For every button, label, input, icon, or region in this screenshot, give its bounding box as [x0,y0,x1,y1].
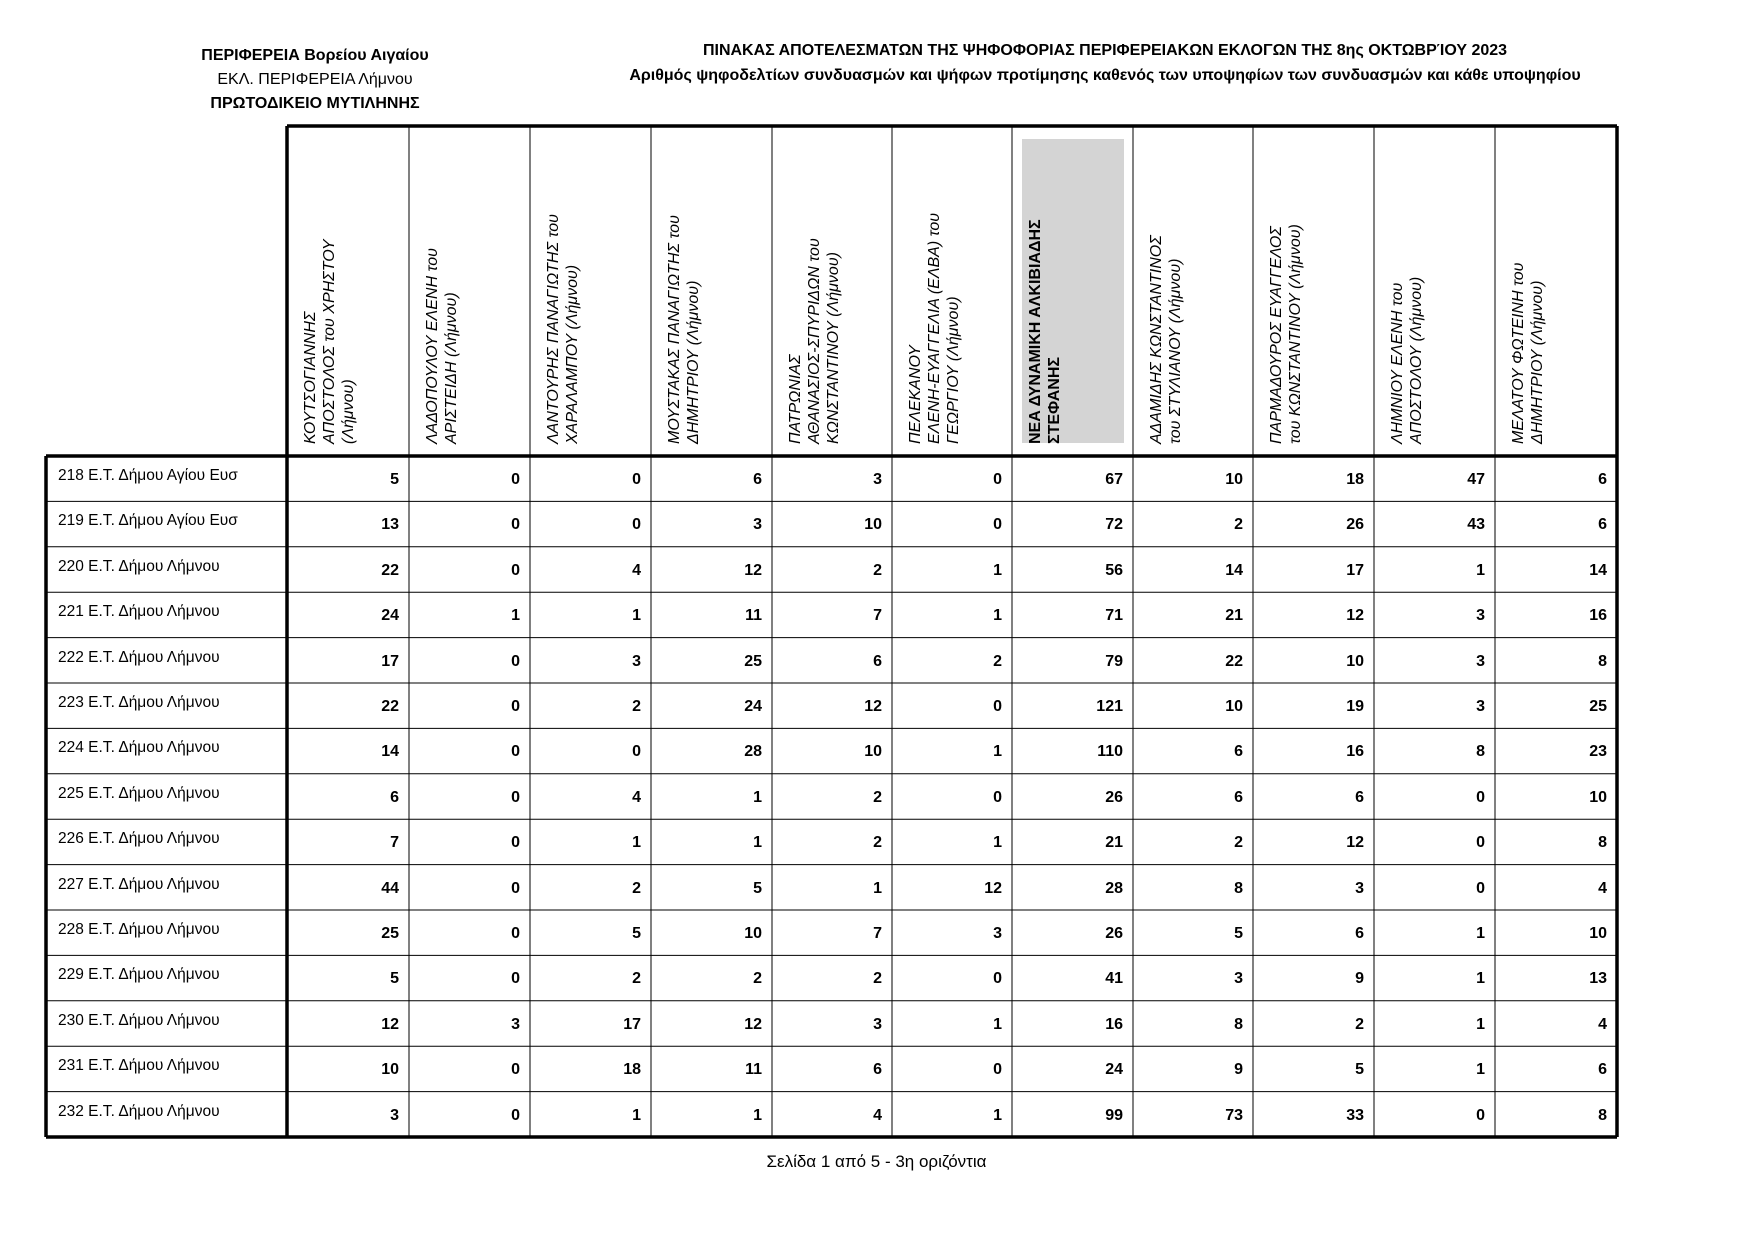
column-header-line: του ΚΩΝΣΤΑΝΤΙΝΟΥ (Λήμνου) [1287,224,1304,444]
row-label: 222 Ε.Τ. Δήμου Λήμνου [58,648,220,666]
table-cell: 10 [1225,471,1243,488]
table-cell: 8 [1234,879,1243,897]
table-cell: 1 [511,607,520,625]
table-cell: 33 [1346,1106,1364,1124]
table-cell: 6 [1234,788,1243,806]
table-cell: 4 [632,561,641,579]
table-cell: 0 [511,698,520,715]
column-header [1509,263,1547,444]
column-header-line: ΝΕΑ ΔΥΝΑΜΙΚΗ ΑΛΚΙΒΙΑΔΗΣ [1027,219,1044,444]
table-cell: 0 [993,970,1002,988]
table-cell: 11 [745,607,762,625]
table-cell: 1 [993,834,1002,852]
table-cell: 3 [873,471,882,488]
table-cell: 3 [753,516,762,534]
table-cell: 17 [1346,561,1364,579]
table-cell: 14 [1225,561,1243,579]
column-header-line: ΕΛΕΝΗ-ΕΥΑΓΓΕΛΙΑ (ΕΛΒΑ) του [926,212,943,444]
column-header [544,214,582,444]
column-header [301,239,358,444]
column-header-line: ΜΕΛΑΤΟΥ ΦΩΤΕΙΝΗ του [1510,262,1527,444]
table-cell: 1 [993,743,1002,761]
table-cell: 10 [381,1061,399,1079]
table-cell: 28 [744,743,762,761]
table-cell: 6 [1598,471,1607,488]
table-cell: 25 [381,925,399,942]
table-cell: 0 [511,1106,520,1124]
column-header-line: ΑΠΟΣΤΟΛΟΣ του ΧΡΗΣΤΟΥ [321,239,338,444]
table-cell: 5 [1355,1061,1364,1079]
table-cell: 21 [1105,834,1123,852]
column-header [423,248,461,444]
table-cell: 12 [744,561,762,579]
table-cell: 0 [511,743,520,761]
table-cell: 6 [1355,925,1364,942]
table-cell: 10 [864,743,882,761]
table-cell: 1 [993,1015,1002,1033]
table-cell: 16 [1346,743,1364,761]
table-cell: 110 [1097,743,1123,761]
court-name: ΠΡΩΤΟΔΙΚΕΙΟ ΜΥΤΙΛΗΝΗΣ [210,95,420,112]
table-cell: 18 [623,1061,641,1079]
table-cell: 47 [1467,471,1485,488]
table-cell: 24 [1105,1061,1123,1079]
column-header-line: ΧΑΡΑΛΑΜΠΟΥ (Λήμνου) [564,264,581,444]
table-cell: 71 [1105,607,1123,625]
table-cell: 28 [1105,879,1123,897]
table-cell: 2 [873,834,882,852]
table-cell: 14 [1589,561,1607,579]
table-cell: 0 [993,471,1002,488]
table-cell: 6 [753,471,762,488]
table-cell: 0 [993,1061,1002,1079]
table-cell: 99 [1105,1106,1123,1124]
table-cell: 22 [381,561,399,579]
table-cell: 1 [632,607,641,625]
table-cell: 2 [993,652,1002,670]
table-cell: 0 [511,925,520,942]
column-header [1026,219,1064,444]
table-cell: 5 [390,471,399,488]
table-cell: 1 [753,788,762,806]
table-cell: 3 [390,1106,399,1124]
table-cell: 12 [381,1015,399,1033]
column-header [1388,277,1426,444]
table-cell: 3 [511,1015,520,1033]
table-cell: 0 [511,516,520,534]
table-cell: 0 [511,471,520,488]
table-cell: 10 [864,516,882,534]
table-cell: 19 [1346,698,1364,715]
row-label: 219 Ε.Τ. Δήμου Αγίου Ευσ [58,512,238,530]
table-cell: 4 [1598,879,1607,897]
table-cell: 26 [1105,925,1123,942]
table-cell: 5 [753,879,762,897]
row-label: 231 Ε.Τ. Δήμου Λήμνου [58,1057,220,1075]
table-cell: 22 [381,698,399,715]
table-cell: 25 [744,652,762,670]
table-cell: 0 [632,471,641,488]
table-cell: 6 [873,652,882,670]
table-cell: 17 [381,652,399,670]
table-cell: 3 [993,925,1002,942]
table-cell: 3 [1476,607,1485,625]
table-cell: 3 [1476,698,1485,715]
table-cell: 0 [1476,834,1485,852]
table-cell: 2 [1234,834,1243,852]
table-cell: 1 [993,1106,1002,1124]
table-cell: 3 [1476,652,1485,670]
column-header [665,215,703,444]
table-cell: 22 [1225,652,1243,670]
table-cell: 3 [632,652,641,670]
table-cell: 13 [1589,970,1607,988]
table-cell: 3 [1234,970,1243,988]
document-title: ΠΙΝΑΚΑΣ ΑΠΟΤΕΛΕΣΜΑΤΩΝ ΤΗΣ ΨΗΦΟΦΟΡΙΑΣ ΠΕΡΙΦΕΡΕΙΑΚΩΝ ΕΚΛΟΓΩΝ ΤΗΣ 8ης ΟΚΤΩΒΡΊΟΥ 2023 [702,42,1508,59]
table-cell: 8 [1598,1106,1607,1124]
table-cell: 1 [993,561,1002,579]
table-cell: 4 [632,788,641,806]
table-cell: 6 [1598,516,1607,534]
row-label: 230 Ε.Τ. Δήμου Λήμνου [58,1011,220,1029]
table-cell: 10 [1589,788,1607,806]
table-cell: 24 [744,698,762,715]
table-cell: 2 [632,698,641,715]
table-cell: 6 [390,788,399,806]
table-cell: 0 [632,516,641,534]
table-cell: 8 [1598,652,1607,670]
table-cell: 1 [873,879,882,897]
table-cell: 2 [1234,516,1243,534]
table-cell: 10 [1589,925,1607,942]
table-cell: 1 [1476,970,1485,988]
table-cell: 13 [381,516,399,534]
table-cell: 1 [1476,1061,1485,1079]
table-cell: 11 [745,1061,762,1079]
column-header-line: ΣΤΕΦΑΝΗΣ [1046,356,1063,444]
table-cell: 1 [1476,561,1485,579]
page-footer: Σελίδα 1 από 5 - 3η οριζόντια [766,1152,987,1171]
table-cell: 12 [1346,607,1364,625]
column-header-line: ΔΗΜΗΤΡΙΟΥ (Λήμνου) [1529,280,1546,444]
table-cell: 12 [744,1015,762,1033]
table-cell: 17 [623,1015,641,1033]
table-cell: 4 [873,1106,882,1124]
column-header-line: ΠΑΤΡΩΝΙΑΣ [787,354,804,444]
table-cell: 41 [1105,970,1123,988]
row-label: 218 Ε.Τ. Δήμου Αγίου Ευσ [58,467,238,484]
table-cell: 10 [744,925,762,942]
column-header-line: (Λήμνου) [340,379,357,444]
table-cell: 6 [873,1061,882,1079]
table-cell: 18 [1346,471,1364,488]
column-header-line: ΚΟΥΤΣΟΓΙΑΝΝΗΣ [302,311,319,444]
table-cell: 79 [1105,652,1123,670]
column-header-line: ΔΗΜΗΤΡΙΟΥ (Λήμνου) [685,280,702,444]
row-label: 232 Ε.Τ. Δήμου Λήμνου [58,1102,220,1120]
column-header [786,238,843,444]
table-cell: 12 [1346,834,1364,852]
table-cell: 1 [993,607,1002,625]
column-header [1147,235,1185,444]
row-label: 228 Ε.Τ. Δήμου Λήμνου [58,921,220,938]
electoral-region: ΕΚΛ. ΠΕΡΙΦΕΡΕΙΑ Λήμνου [217,71,413,88]
column-header-line: ΑΠΟΣΤΟΛΟΥ (Λήμνου) [1408,276,1425,444]
table-cell: 43 [1467,516,1485,534]
table-cell: 23 [1589,743,1607,761]
column-header-line: του ΣΤΥΛΙΑΝΟΥ (Λήμνου) [1167,258,1184,444]
table-cell: 12 [864,698,882,715]
table-cell: 0 [511,879,520,897]
table-cell: 6 [1234,743,1243,761]
table-cell: 1 [1476,1015,1485,1033]
table-cell: 0 [511,1061,520,1079]
table-cell: 9 [1355,970,1364,988]
row-label: 224 Ε.Τ. Δήμου Λήμνου [58,739,220,757]
table-cell: 0 [1476,1106,1485,1124]
table-cell: 7 [873,925,882,942]
column-header [1267,224,1305,444]
column-header-line: ΜΟΥΣΤΑΚΑΣ ΠΑΝΑΓΙΩΤΗΣ του [666,215,683,444]
column-header-line: ΠΑΡΜΑΔΟΥΡΟΣ ΕΥΑΓΓΕΛΟΣ [1268,226,1285,444]
table-cell: 24 [381,607,399,625]
table-cell: 26 [1346,516,1364,534]
table-cell: 6 [1355,788,1364,806]
row-label: 221 Ε.Τ. Δήμου Λήμνου [58,603,220,621]
table-cell: 6 [1598,1061,1607,1079]
table-cell: 8 [1476,743,1485,761]
table-cell: 0 [1476,879,1485,897]
table-cell: 1 [632,834,641,852]
table-cell: 0 [511,834,520,852]
table-cell: 5 [632,925,641,942]
table-cell: 2 [753,970,762,988]
table-cell: 7 [873,607,882,625]
table-cell: 8 [1234,1015,1243,1033]
column-header-line: ΑΘΑΝΑΣΙΟΣ-ΣΠΥΡΙΔΩΝ του [806,238,823,444]
table-cell: 0 [993,516,1002,534]
table-cell: 1 [753,834,762,852]
table-cell: 2 [873,788,882,806]
table-cell: 0 [993,788,1002,806]
column-header-line: ΓΕΩΡΓΙΟΥ (Λήμνου) [945,296,962,444]
table-cell: 3 [1355,879,1364,897]
table-cell: 12 [984,879,1002,897]
table-cell: 26 [1105,788,1123,806]
table-cell: 9 [1234,1061,1243,1079]
row-label: 225 Ε.Τ. Δήμου Λήμνου [58,784,220,802]
table-cell: 8 [1598,834,1607,852]
table-cell: 21 [1225,607,1243,625]
table-cell: 10 [1346,652,1364,670]
column-header-line: ΛΑΔΟΠΟΥΛΟΥ ΕΛΕΝΗ του [424,248,441,444]
table-cell: 1 [1476,925,1485,942]
table-cell: 5 [390,970,399,988]
table-cell: 2 [632,970,641,988]
table-cell: 0 [993,698,1002,715]
column-header-line: ΛΗΜΝΙΟΥ ΕΛΕΝΗ του [1389,282,1406,444]
table-cell: 72 [1105,516,1123,534]
table-cell: 3 [873,1015,882,1033]
table-cell: 0 [1476,788,1485,806]
table-cell: 5 [1234,925,1243,942]
table-cell: 0 [511,970,520,988]
table-cell: 10 [1225,698,1243,715]
column-header-line: ΑΔΑΜΙΔΗΣ ΚΩΝΣΤΑΝΤΙΝΟΣ [1148,235,1165,444]
region-label: ΠΕΡΙΦΕΡΕΙΑ [201,47,300,64]
region-name: Βορείου Αιγαίου [304,47,429,64]
row-label: 227 Ε.Τ. Δήμου Λήμνου [58,875,220,893]
table-cell: 67 [1105,471,1123,488]
table-cell: 2 [873,970,882,988]
table-cell: 121 [1096,698,1123,715]
column-header-line: ΑΡΙΣΤΕΙΔΗ (Λήμνου) [443,292,460,444]
column-header-line: ΚΩΝΣΤΑΝΤΙΝΟΥ (Λήμνου) [825,252,842,444]
table-cell: 1 [753,1106,762,1124]
table-cell: 2 [632,879,641,897]
table-cell: 1 [632,1106,641,1124]
document-subtitle: Αριθμός ψηφοδελτίων συνδυασμών και ψήφων προτίμησης καθενός των υποψηφίων των συνδυασμών και κάθε υποψηφίου [629,67,1581,84]
table-cell: 0 [632,743,641,761]
table-cell: 2 [873,561,882,579]
table-cell: 16 [1589,607,1607,625]
row-label: 229 Ε.Τ. Δήμου Λήμνου [58,966,220,984]
table-cell: 14 [381,743,399,761]
table-cell: 0 [511,788,520,806]
table-cell: 16 [1105,1015,1123,1033]
row-label: 220 Ε.Τ. Δήμου Λήμνου [58,557,220,575]
column-header-line: ΛΑΝΤΟΥΡΗΣ ΠΑΝΑΓΙΩΤΗΣ του [545,214,562,444]
table-cell: 44 [381,879,399,897]
row-label: 223 Ε.Τ. Δήμου Λήμνου [58,694,220,711]
table-cell: 25 [1589,698,1607,715]
column-header [906,213,963,444]
table-cell: 0 [511,652,520,670]
row-label: 226 Ε.Τ. Δήμου Λήμνου [58,830,220,848]
table-cell: 4 [1598,1015,1607,1033]
table-cell: 2 [1355,1015,1364,1033]
table-cell: 73 [1225,1106,1243,1124]
table-cell: 0 [511,561,520,579]
table-cell: 7 [390,834,399,852]
table-cell: 56 [1105,561,1123,579]
column-header-line: ΠΕΛΕΚΑΝΟΥ [907,345,924,444]
